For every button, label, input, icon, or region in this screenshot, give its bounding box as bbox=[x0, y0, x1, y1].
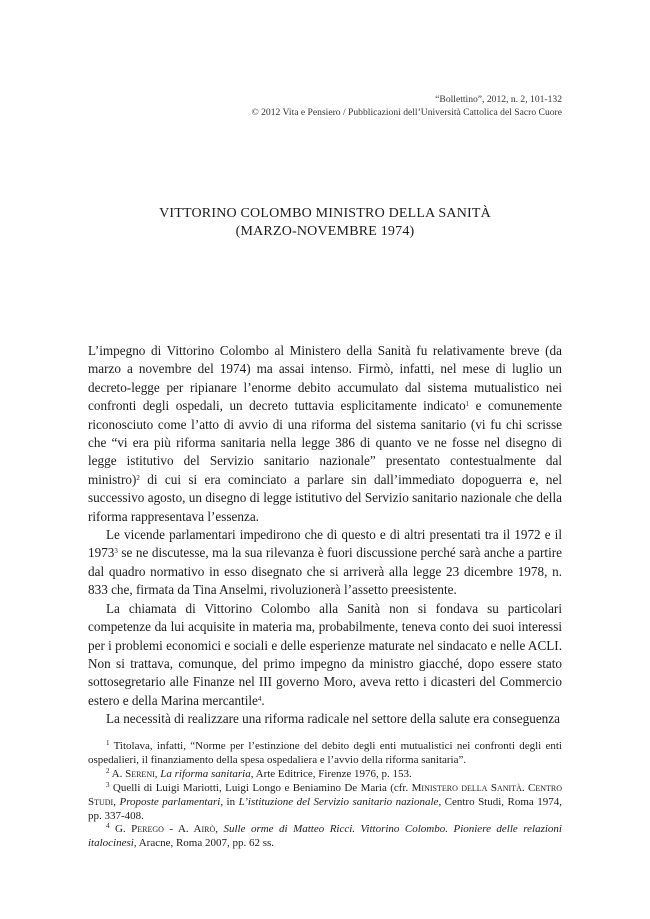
footnote-3: $^3$ Quelli di Luigi Mariotti, Luigi Longo e Beniamino De Maria (cfr. Ministero della Sanità. Centro Studi, Proposte parlamentari, in L’istituzione del Servizio sanitario nazionale, Centro Studi, Roma 1974, pp. 337-408. bbox=[88, 780, 563, 822]
paragraph-3: La chiamata di Vittorino Colombo alla Sanità non si fondava su particolari competenze da lui acquisite in materia ma, probabilmente, teneva conto dei suoi interessi per i problemi economici e sociali e delle esperienze maturate nel sindacato e nelle ACLI. Non si trattava, comunque, del primo impegno da ministro giacché, dopo essere stato sottosegretario alle Finanze nel III governo Moro, aveva retto i dicasteri del Commercio estero e della Marina mercantile$^4$. bbox=[88, 600, 562, 708]
article-body bbox=[88, 342, 562, 729]
journal-header bbox=[251, 93, 562, 119]
footnote-2: $^2$ A. Sereni, La riforma sanitaria, Arte Editrice, Firenze 1976, p. 153. bbox=[106, 766, 412, 780]
paragraph-4: La necessità di realizzare una riforma radicale nel settore della salute era conseguenza bbox=[106, 711, 560, 727]
paragraph-1: L’impegno di Vittorino Colombo al Ministero della Sanità fu relativamente breve (da marzo a novembre del 1974) ma assai intenso. Firmò, infatti, nel mese di luglio un decreto-legge per ripianare l’enorme debito accumulato dal sistema mutualistico nei confronti degli ospedali, un decreto tuttavia esplicitamente indicato$^1$ e comunemente riconosciuto come l’atto di avvio di una riforma del sistema sanitario (vi fu chi scrisse che “vi era più riforma sanitaria nella legge 386 di quanto ve ne fosse nel disegno di legge istitutivo del Servizio sanitario nazionale” presentato contestualmente dal ministro)$^2$ di cui si era cominciato a parlare sin dall’immediato dopoguerra e, nel successivo agosto, un disegno di legge istitutivo del Servizio sanitario nazionale che della riforma rappresentava l’essenza. bbox=[88, 343, 562, 524]
footnotes bbox=[88, 740, 562, 851]
paragraph-2: Le vicende parlamentari impedirono che di questo e di altri presentati tra il 1972 e il 1973$^3$ se ne discutesse, ma la sua rilevanza è fuori discussione perché sarà anche a partire dal quadro normativo in esso disegnato che si arriverà alla legge 23 dicembre 1978, n. 833 che, firmata da Tina Anselmi, rivoluzionerà l’assetto preesistente. bbox=[88, 527, 562, 598]
article-title bbox=[88, 205, 562, 241]
footnote-ref-4[interactable]: 4 bbox=[257, 694, 262, 703]
copyright-line: © 2012 Vita e Pensiero / Pubblicazioni dell’Università Cattolica del Sacro Cuore bbox=[251, 107, 562, 118]
title-line-2: (MARZO-NOVEMBRE 1974) bbox=[235, 224, 415, 239]
footnote-ref-3[interactable]: 3 bbox=[114, 547, 118, 556]
footnote-ref-1[interactable]: 1 bbox=[465, 400, 470, 409]
title-line-1: VITTORINO COLOMBO MINISTRO DELLA SANITÀ bbox=[159, 206, 491, 221]
footnote-4: $^4$ G. Perego - A. Airò, Sulle orme di Matteo Ricci. Vittorino Colombo. Pioniere delle relazioni italocinesi, Aracne, Roma 2007, pp. 62 ss. bbox=[88, 822, 562, 850]
footnote-ref-2[interactable]: 2 bbox=[136, 474, 140, 482]
journal-citation: “Bollettino”, 2012, n. 2, 101-132 bbox=[435, 94, 562, 105]
footnote-1: $^1$ Titolava, infatti, “Norme per l’estinzione del debito degli enti mutualistici nei confronti degli enti ospedalieri, il finanziamento della spesa ospedaliera e l’avvio della riforma sanitaria”. bbox=[88, 739, 562, 766]
